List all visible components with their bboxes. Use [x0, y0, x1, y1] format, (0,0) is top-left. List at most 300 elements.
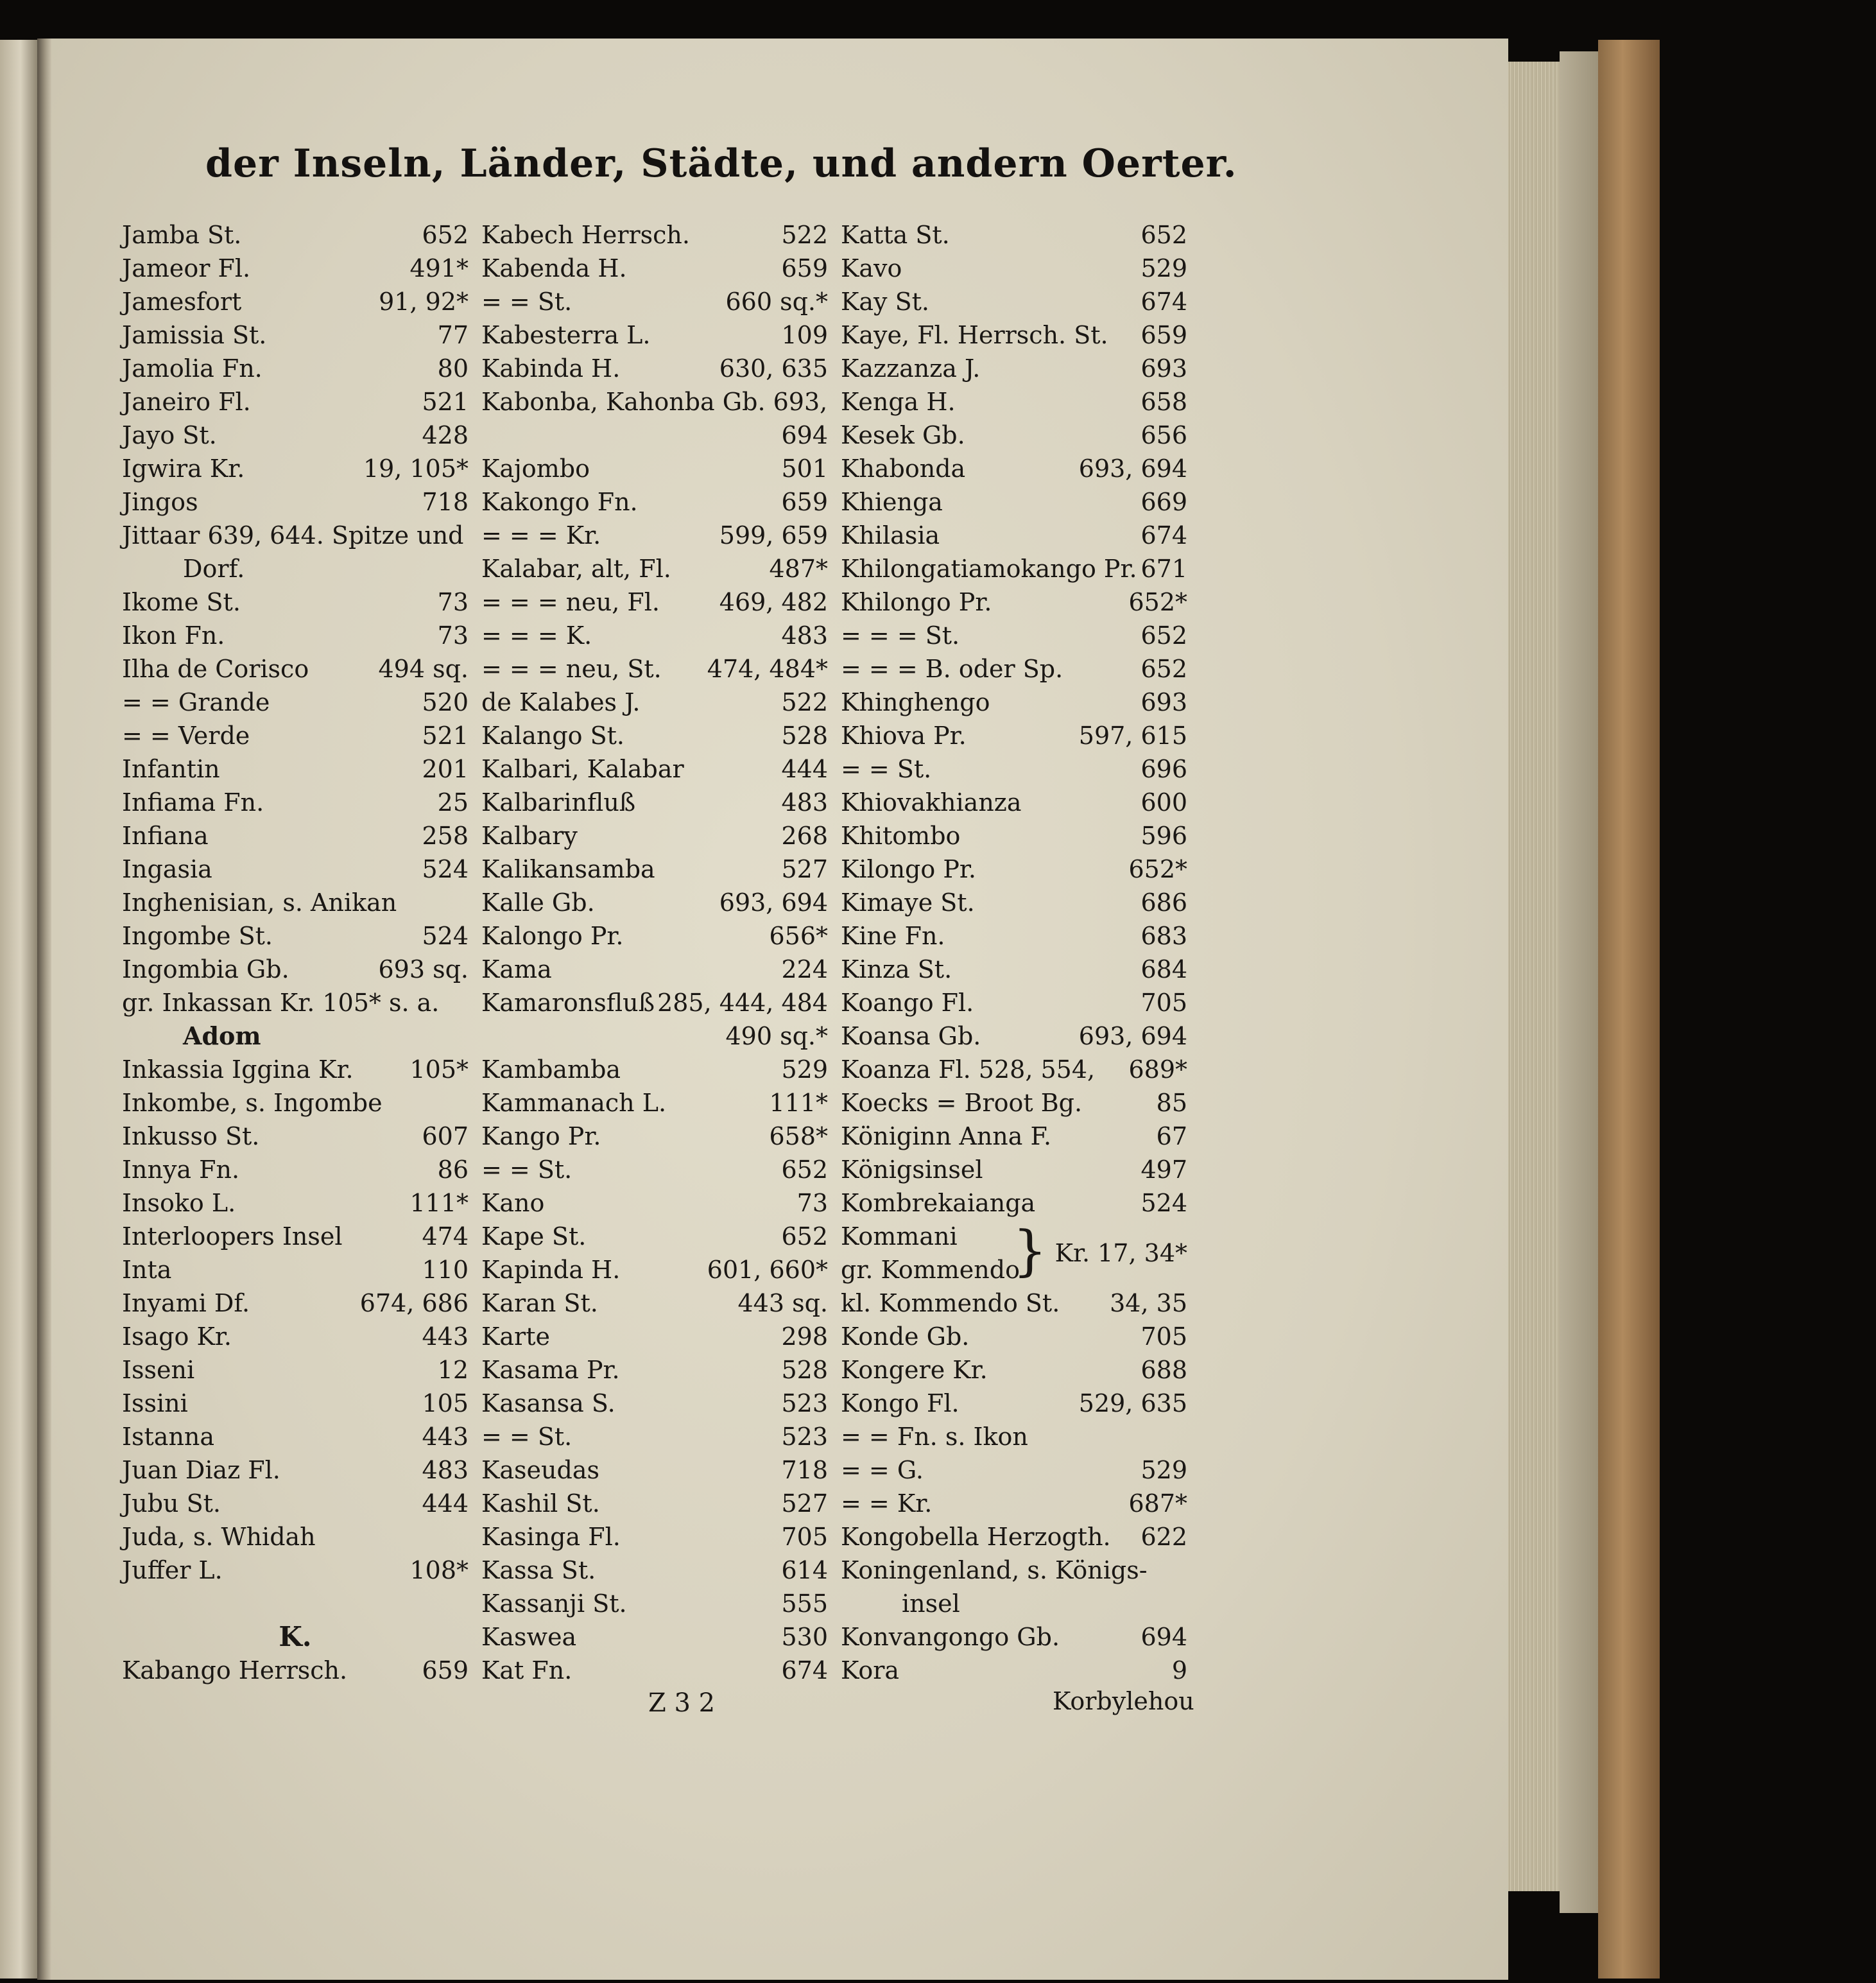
entry-name: Kat Fn. [481, 1656, 572, 1684]
entry-name: Juffer L. [122, 1556, 223, 1584]
entry-name: Königinn Anna F. [841, 1122, 1052, 1150]
entry-name: Kabinda H. [481, 354, 621, 383]
entry-pages: 12 [437, 1356, 469, 1384]
index-entry [122, 1320, 469, 1353]
index-column-1 [122, 218, 469, 1687]
entry-pages: 105* [409, 1055, 469, 1084]
index-entry [481, 1453, 828, 1487]
entry-name: Kesek Gb. [841, 421, 965, 449]
index-entry [481, 485, 828, 519]
entry-name: Jamesfort [122, 288, 242, 316]
index-entry [122, 1353, 469, 1387]
entry-name: Kongo Fl. [841, 1389, 960, 1417]
index-column-3 [841, 218, 1187, 1687]
brace-entry-pages: Kr. 17, 34* [1054, 1239, 1187, 1267]
entry-name: Kazzanza J. [841, 354, 981, 383]
entry-pages: 694 [1140, 1623, 1187, 1651]
entry-pages: 529 [1140, 1456, 1187, 1484]
page-edges [1508, 62, 1560, 1891]
entry-name: = = St. [481, 1156, 572, 1184]
index-entry [481, 1554, 828, 1587]
index-entry [122, 652, 469, 686]
entry-pages: 34, 35 [1110, 1289, 1187, 1317]
entry-pages: 658 [1140, 388, 1187, 416]
index-entry [122, 886, 469, 919]
entry-pages: 555 [781, 1589, 828, 1618]
entry-name: de Kalabes J. [481, 688, 641, 716]
entry-pages: 656 [1140, 421, 1187, 449]
index-entry [841, 853, 1187, 886]
entry-pages: 674 [781, 1656, 828, 1684]
entry-pages: 528 [781, 1356, 828, 1384]
entry-pages: 705 [781, 1523, 828, 1551]
index-entry [841, 1053, 1187, 1086]
entry-name: Kamaronsfluß [481, 989, 655, 1017]
entry-name: Jingos [122, 488, 198, 516]
index-entry [841, 318, 1187, 352]
entry-name: = = = St. [841, 621, 960, 650]
entry-name: Jamolia Fn. [122, 354, 262, 383]
index-entry [481, 1019, 828, 1053]
entry-pages: 474 [422, 1222, 469, 1251]
entry-name: Juan Diaz Fl. [122, 1456, 280, 1484]
index-entry [841, 485, 1187, 519]
entry-name: = = = Kr. [481, 521, 601, 550]
entry-name: Ikome St. [122, 588, 241, 616]
index-entry [481, 652, 828, 686]
entry-pages: 652 [781, 1156, 828, 1184]
index-entry [481, 1086, 828, 1120]
entry-name: Kalikansamba [481, 855, 655, 883]
entry-pages: 443 sq. [737, 1289, 828, 1317]
index-entry [841, 953, 1187, 986]
entry-pages: 630, 635 [719, 354, 828, 383]
index-entry [841, 1620, 1187, 1654]
entry-pages: 73 [796, 1189, 828, 1217]
entry-pages: 483 [781, 788, 828, 817]
entry-name: = = Grande [122, 688, 270, 716]
entry-name: Jubu St. [122, 1489, 221, 1518]
index-entry [841, 1420, 1187, 1453]
entry-pages: 674, 686 [359, 1289, 469, 1317]
entry-pages: 80 [437, 354, 469, 383]
section-letter: K. [279, 1621, 312, 1652]
index-entry [481, 1253, 828, 1286]
index-entry [122, 485, 469, 519]
index-entry [122, 318, 469, 352]
entry-pages: 652 [1140, 221, 1187, 249]
entry-pages: 474, 484* [707, 655, 828, 683]
entry-name: Kalbary [481, 822, 578, 850]
entry-name: Kasansa S. [481, 1389, 615, 1417]
index-entry [481, 318, 828, 352]
index-entry [122, 519, 469, 552]
entry-pages: 529 [781, 1055, 828, 1084]
entry-name: Jittaar 639, 644. Spitze und [122, 521, 464, 550]
index-entry [122, 218, 469, 252]
page-edges-outer [1560, 51, 1598, 1913]
entry-name: = = = B. oder Sp. [841, 655, 1063, 683]
index-entry [481, 1153, 828, 1186]
entry-name: Khiova Pr. [841, 722, 967, 750]
entry-name: Kaswea [481, 1623, 577, 1651]
entry-name: Kora [841, 1656, 900, 1684]
index-entry [841, 352, 1187, 385]
entry-pages: 490 sq.* [725, 1022, 828, 1050]
entry-pages: 443 [422, 1322, 469, 1351]
index-entry [841, 552, 1187, 585]
index-entry [841, 1353, 1187, 1387]
entry-name: Kassa St. [481, 1556, 596, 1584]
entry-pages: 652 [781, 1222, 828, 1251]
entry-pages: 497 [1140, 1156, 1187, 1184]
index-entry [481, 786, 828, 819]
entry-name: Adom [183, 1021, 261, 1050]
entry-name: gr. Inkassan Kr. 105* s. a. [122, 989, 440, 1017]
entry-name: Kongobella Herzogth. [841, 1523, 1111, 1551]
entry-pages: 285, 444, 484 [657, 989, 828, 1017]
entry-name: Kabonba, Kahonba Gb. 693, [481, 388, 828, 416]
entry-name: = = Fn. s. Ikon [841, 1423, 1028, 1451]
index-entry [481, 1387, 828, 1420]
index-entry [122, 352, 469, 385]
index-entry [481, 1487, 828, 1520]
index-entry [122, 1587, 469, 1620]
index-entry [841, 1286, 1187, 1320]
index-entry [481, 1120, 828, 1153]
index-entry [481, 252, 828, 285]
entry-pages: 520 [422, 688, 469, 716]
entry-name: Insoko L. [122, 1189, 236, 1217]
entry-pages: 494 sq. [378, 655, 469, 683]
catchword: Korbylehou [1053, 1687, 1194, 1715]
entry-pages: 501 [781, 455, 828, 483]
index-entry [841, 719, 1187, 752]
index-entry [481, 719, 828, 752]
entry-pages: 111* [409, 1189, 469, 1217]
index-entry [841, 1487, 1187, 1520]
entry-name: Königsinsel [841, 1156, 983, 1184]
index-entry [122, 1487, 469, 1520]
brace-group-entry [841, 1220, 1187, 1286]
index-entry [481, 1053, 828, 1086]
entry-name: Inkombe, s. Ingombe [122, 1089, 383, 1117]
index-entry [841, 1387, 1187, 1420]
entry-pages: 652* [1128, 588, 1187, 616]
index-entry [122, 1053, 469, 1086]
index-entry [122, 919, 469, 953]
entry-pages: 524 [422, 922, 469, 950]
index-entry [122, 1086, 469, 1120]
entry-name: Khilongatiamokango Pr. [841, 555, 1137, 583]
entry-pages: 693, 694 [1078, 455, 1187, 483]
index-entry [481, 1587, 828, 1620]
index-entry [122, 719, 469, 752]
entry-pages: 521 [422, 722, 469, 750]
index-entry [841, 519, 1187, 552]
index-entry [481, 819, 828, 853]
entry-pages: 224 [781, 955, 828, 983]
entry-name: Katta St. [841, 221, 950, 249]
entry-name: Kabango Herrsch. [122, 1656, 348, 1684]
entry-pages: 483 [781, 621, 828, 650]
index-entry [841, 1153, 1187, 1186]
entry-name: Kongere Kr. [841, 1356, 988, 1384]
entry-pages: 530 [781, 1623, 828, 1651]
entry-pages: 659 [422, 1656, 469, 1684]
entry-name: Isago Kr. [122, 1322, 232, 1351]
entry-name: Kango Pr. [481, 1122, 601, 1150]
entry-pages: 298 [781, 1322, 828, 1351]
index-entry [841, 1019, 1187, 1053]
index-entry [841, 1120, 1187, 1153]
index-entry [841, 786, 1187, 819]
entry-pages: 660 sq.* [725, 288, 828, 316]
index-entry [841, 452, 1187, 485]
index-entry [841, 1654, 1187, 1687]
entry-pages: 108* [409, 1556, 469, 1584]
entry-name: Kassanji St. [481, 1589, 627, 1618]
entry-pages: 687* [1128, 1489, 1187, 1518]
entry-name: Khinghengo [841, 688, 990, 716]
entry-name: Koansa Gb. [841, 1022, 981, 1050]
running-header: der Inseln, Länder, Städte, und andern Oerter. [205, 141, 1237, 186]
index-entry [841, 419, 1187, 452]
entry-pages: 268 [781, 822, 828, 850]
index-entry [481, 585, 828, 619]
entry-name: Jamissia St. [122, 321, 267, 349]
entry-name: = = G. [841, 1456, 924, 1484]
index-entry [122, 786, 469, 819]
entry-pages: 693 sq. [378, 955, 469, 983]
entry-pages: 658* [769, 1122, 828, 1150]
entry-pages: 607 [422, 1122, 469, 1150]
entry-pages: 529 [1140, 254, 1187, 282]
entry-name: Igwira Kr. [122, 455, 245, 483]
entry-pages: 522 [781, 221, 828, 249]
index-entry [481, 619, 828, 652]
index-entry [841, 1453, 1187, 1487]
entry-pages: 86 [437, 1156, 469, 1184]
entry-name: Kine Fn. [841, 922, 945, 950]
entry-name: Kabech Herrsch. [481, 221, 690, 249]
index-entry [481, 919, 828, 953]
index-entry [841, 1554, 1187, 1587]
entry-pages: 652* [1128, 855, 1187, 883]
entry-name: Kabenda H. [481, 254, 627, 282]
entry-pages: 444 [781, 755, 828, 783]
entry-pages: 656* [769, 922, 828, 950]
index-entry [841, 752, 1187, 786]
index-entry [841, 619, 1187, 652]
entry-name: Kaye, Fl. Herrsch. St. [841, 321, 1108, 349]
entry-name: Inkassia Iggina Kr. [122, 1055, 354, 1084]
index-entry [481, 1186, 828, 1220]
entry-name: Kalabar, alt, Fl. [481, 555, 671, 583]
entry-pages: 523 [781, 1389, 828, 1417]
entry-pages: 652 [1140, 621, 1187, 650]
entry-name: = = St. [481, 1423, 572, 1451]
entry-name: Janeiro Fl. [122, 388, 251, 416]
entry-name: Kalango St. [481, 722, 624, 750]
index-entry [841, 385, 1187, 419]
index-entry [841, 1320, 1187, 1353]
entry-name: Kay St. [841, 288, 929, 316]
entry-pages: 109 [781, 321, 828, 349]
entry-pages: 597, 615 [1078, 722, 1187, 750]
entry-pages: 693, 694 [1078, 1022, 1187, 1050]
entry-pages: 652 [1140, 655, 1187, 683]
index-entry [122, 819, 469, 853]
index-entry [481, 686, 828, 719]
entry-pages: 596 [1140, 822, 1187, 850]
index-entry [481, 953, 828, 986]
entry-pages: 527 [781, 1489, 828, 1518]
entry-name: = = St. [841, 755, 932, 783]
entry-pages: 652 [422, 221, 469, 249]
index-entry [122, 452, 469, 485]
entry-pages: 601, 660* [707, 1256, 828, 1284]
index-entry [122, 385, 469, 419]
entry-name: Issini [122, 1389, 188, 1417]
entry-name: Kano [481, 1189, 545, 1217]
entry-pages: 67 [1156, 1122, 1187, 1150]
index-entry [481, 552, 828, 585]
entry-name: = = St. [481, 288, 572, 316]
entry-name: Khabonda [841, 455, 966, 483]
index-entry [481, 1220, 828, 1253]
entry-pages: 524 [422, 855, 469, 883]
index-entry [122, 1654, 469, 1687]
entry-pages: 622 [1140, 1523, 1187, 1551]
entry-name: Karte [481, 1322, 550, 1351]
entry-pages: 25 [437, 788, 469, 817]
index-entry [122, 252, 469, 285]
entry-pages: 491* [409, 254, 469, 282]
entry-pages: 523 [781, 1423, 828, 1451]
index-entry [481, 385, 828, 419]
entry-name: Infantin [122, 755, 220, 783]
entry-name: insel [902, 1589, 960, 1618]
entry-pages: 105 [422, 1389, 469, 1417]
entry-name: Ingombia Gb. [122, 955, 289, 983]
entry-pages: 524 [1140, 1189, 1187, 1217]
index-entry [122, 752, 469, 786]
entry-pages: 659 [1140, 321, 1187, 349]
entry-name: Kashil St. [481, 1489, 600, 1518]
entry-name: Innya Fn. [122, 1156, 240, 1184]
entry-pages: 694 [781, 421, 828, 449]
entry-name: Koango Fl. [841, 989, 974, 1017]
index-entry [122, 1520, 469, 1554]
left-page-edge [0, 40, 37, 1979]
index-entry [841, 652, 1187, 686]
index-entry [481, 352, 828, 385]
entry-name: Konde Gb. [841, 1322, 970, 1351]
entry-name: Kasinga Fl. [481, 1523, 621, 1551]
index-entry [481, 853, 828, 886]
entry-pages: 91, 92* [379, 288, 469, 316]
entry-name: Kakongo Fn. [481, 488, 638, 516]
index-entry [481, 886, 828, 919]
entry-pages: 614 [781, 1556, 828, 1584]
entry-name: Kammanach L. [481, 1089, 667, 1117]
entry-pages: 674 [1140, 288, 1187, 316]
index-entry [122, 1286, 469, 1320]
entry-name: Khiovakhianza [841, 788, 1022, 817]
index-entry [481, 419, 828, 452]
index-entry [122, 619, 469, 652]
entry-name: Isseni [122, 1356, 195, 1384]
entry-name: = = = neu, Fl. [481, 588, 660, 616]
entry-pages: 696 [1140, 755, 1187, 783]
entry-pages: 527 [781, 855, 828, 883]
entry-pages: 659 [781, 488, 828, 516]
entry-pages: 600 [1140, 788, 1187, 817]
entry-name: Jamba St. [122, 221, 242, 249]
index-entry [481, 452, 828, 485]
entry-name: Kalongo Pr. [481, 922, 624, 950]
index-entry [841, 1520, 1187, 1554]
entry-name: = = Verde [122, 722, 250, 750]
entry-name: Khienga [841, 488, 943, 516]
entry-pages: 19, 105* [363, 455, 469, 483]
index-entry [481, 1654, 828, 1687]
entry-name: Koningenland, s. Königs- [841, 1556, 1148, 1584]
entry-pages: 258 [422, 822, 469, 850]
entry-name: Kenga H. [841, 388, 956, 416]
index-entry [841, 218, 1187, 252]
entry-pages: 521 [422, 388, 469, 416]
index-entry [841, 686, 1187, 719]
entry-name: Kavo [841, 254, 902, 282]
entry-pages: 674 [1140, 521, 1187, 550]
entry-pages: 705 [1140, 1322, 1187, 1351]
index-entry [122, 1120, 469, 1153]
entry-name: Infiana [122, 822, 209, 850]
entry-name: Kaseudas [481, 1456, 599, 1484]
index-entry [481, 1353, 828, 1387]
index-entry [481, 285, 828, 318]
entry-name: Kilongo Pr. [841, 855, 976, 883]
index-entry [481, 1420, 828, 1453]
index-entry [841, 1186, 1187, 1220]
entry-pages: 693, 694 [719, 888, 828, 917]
entry-name: Koecks = Broot Bg. [841, 1089, 1083, 1117]
index-entry [481, 1620, 828, 1654]
entry-name: Jameor Fl. [122, 254, 251, 282]
entry-pages: 659 [781, 254, 828, 282]
index-entry [841, 252, 1187, 285]
entry-name: Jayo St. [122, 421, 217, 449]
index-entry [481, 986, 828, 1019]
brace-entry-name: Kommani [841, 1222, 958, 1251]
entry-pages: 705 [1140, 989, 1187, 1017]
entry-name: Karan St. [481, 1289, 598, 1317]
entry-name: Khilongo Pr. [841, 588, 992, 616]
index-entry [841, 1086, 1187, 1120]
index-entry [481, 1320, 828, 1353]
entry-name: Khilasia [841, 521, 940, 550]
index-entry [122, 1186, 469, 1220]
index-entry [122, 1554, 469, 1587]
index-entry [122, 1220, 469, 1253]
index-entry [122, 1420, 469, 1453]
book-gutter [37, 39, 51, 1980]
entry-pages: 669 [1140, 488, 1187, 516]
index-entry [122, 953, 469, 986]
entry-name: = = = neu, St. [481, 655, 662, 683]
